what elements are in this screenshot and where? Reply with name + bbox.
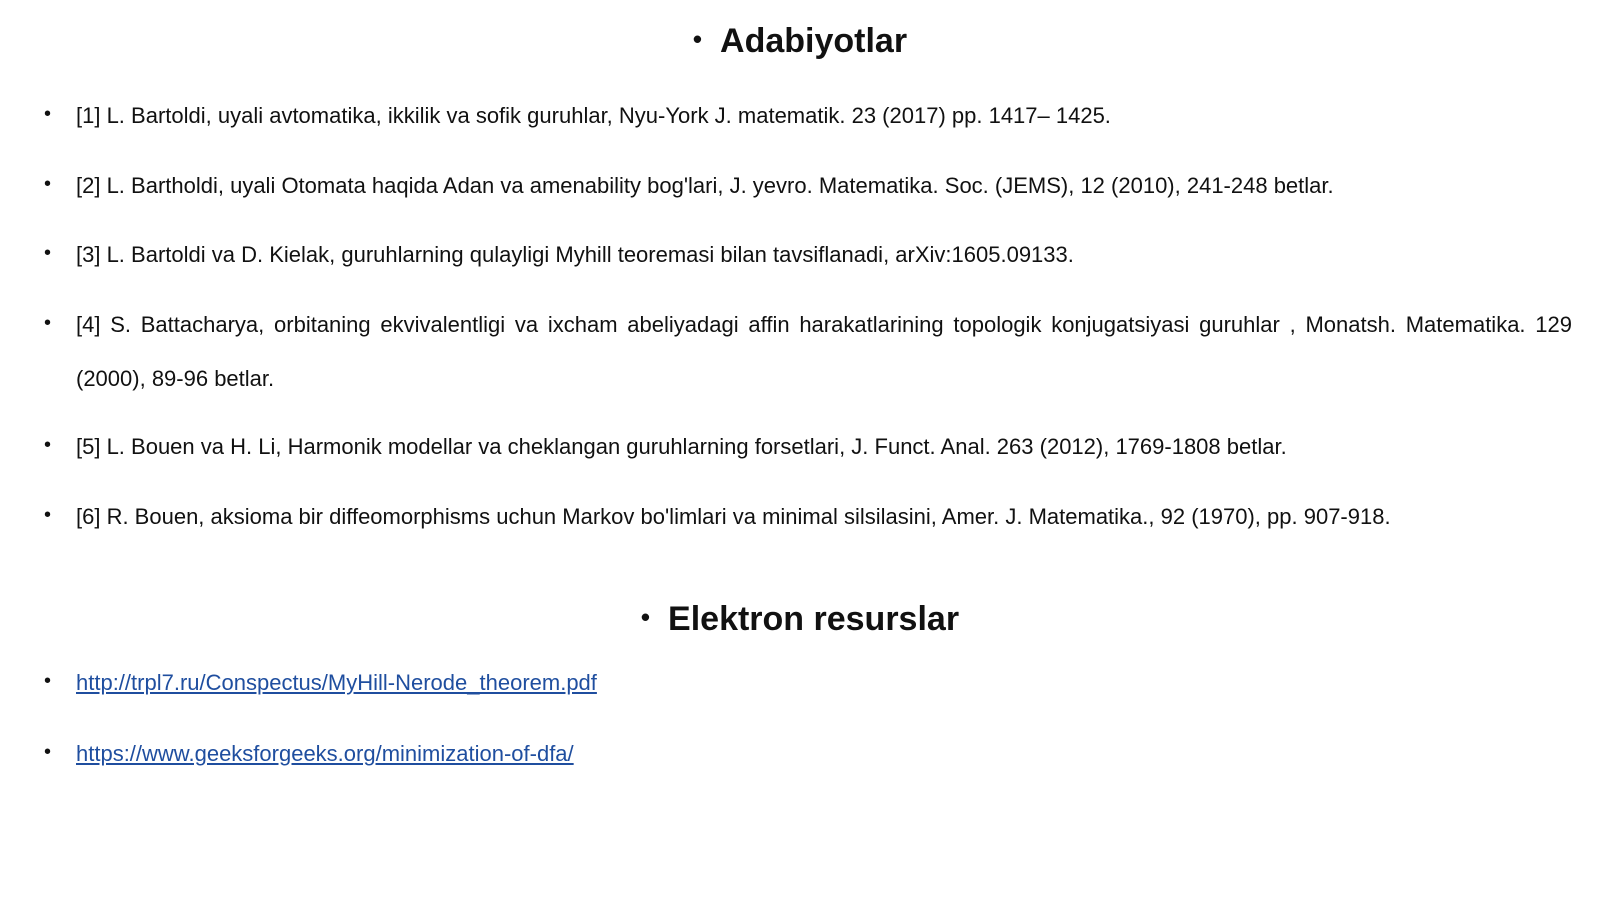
bullet-icon: •: [44, 504, 52, 526]
references-heading: [0, 19, 1600, 61]
references-title: Adabiyotlar: [720, 22, 908, 60]
resource-link[interactable]: https://www.geeksforgeeks.org/minimization-of-dfa/: [76, 741, 574, 766]
bullet-icon: •: [640, 602, 651, 632]
resource-item: [44, 727, 1572, 781]
reference-item: [44, 89, 1572, 143]
reference-text: [2] L. Bartholdi, uyali Otomata haqida Adan va amenability bog'lari, J. yevro. Matematika. Soc. (JEMS), 12 (2010), 241-248 betlar.: [76, 173, 1334, 198]
reference-item: [44, 159, 1572, 213]
reference-text: [4] S. Battacharya, orbitaning ekvivalentligi va ixcham abeliyadagi affin harakatlarining topologik konjugatsiyasi guruhlar , Monatsh. Matematika. 129 (2000), 89-96 betlar.: [76, 312, 1572, 391]
reference-item: [44, 228, 1572, 282]
reference-item: [44, 420, 1572, 474]
reference-text: [6] R. Bouen, aksioma bir diffeomorphisms uchun Markov bo'limlari va minimal silsilasini, Amer. J. Matematika., 92 (1970), pp. 907-918.: [76, 504, 1391, 529]
reference-text: [3] L. Bartoldi va D. Kielak, guruhlarning qulayligi Myhill teoremasi bilan tavsiflanadi, arXiv:1605.09133.: [76, 242, 1074, 267]
resource-item: [44, 656, 1572, 710]
resources-heading: [0, 597, 1600, 639]
bullet-icon: •: [44, 312, 52, 334]
bullet-icon: •: [44, 741, 52, 763]
bullet-icon: •: [44, 670, 52, 692]
bullet-icon: •: [692, 24, 703, 54]
bullet-icon: •: [44, 173, 52, 195]
bullet-icon: •: [44, 103, 52, 125]
bullet-icon: •: [44, 242, 52, 264]
reference-text: [5] L. Bouen va H. Li, Harmonik modellar va cheklangan guruhlarning forsetlari, J. Funct. Anal. 263 (2012), 1769-1808 betlar.: [76, 434, 1287, 459]
reference-item: [44, 298, 1572, 406]
resources-title: Elektron resurslar: [668, 600, 960, 638]
reference-item: [44, 490, 1572, 544]
resource-link[interactable]: http://trpl7.ru/Conspectus/MyHill-Nerode_theorem.pdf: [76, 670, 597, 695]
reference-text: [1] L. Bartoldi, uyali avtomatika, ikkilik va sofik guruhlar, Nyu-York J. matematik. 23 (2017) pp. 1417– 1425.: [76, 103, 1111, 128]
bullet-icon: •: [44, 434, 52, 456]
